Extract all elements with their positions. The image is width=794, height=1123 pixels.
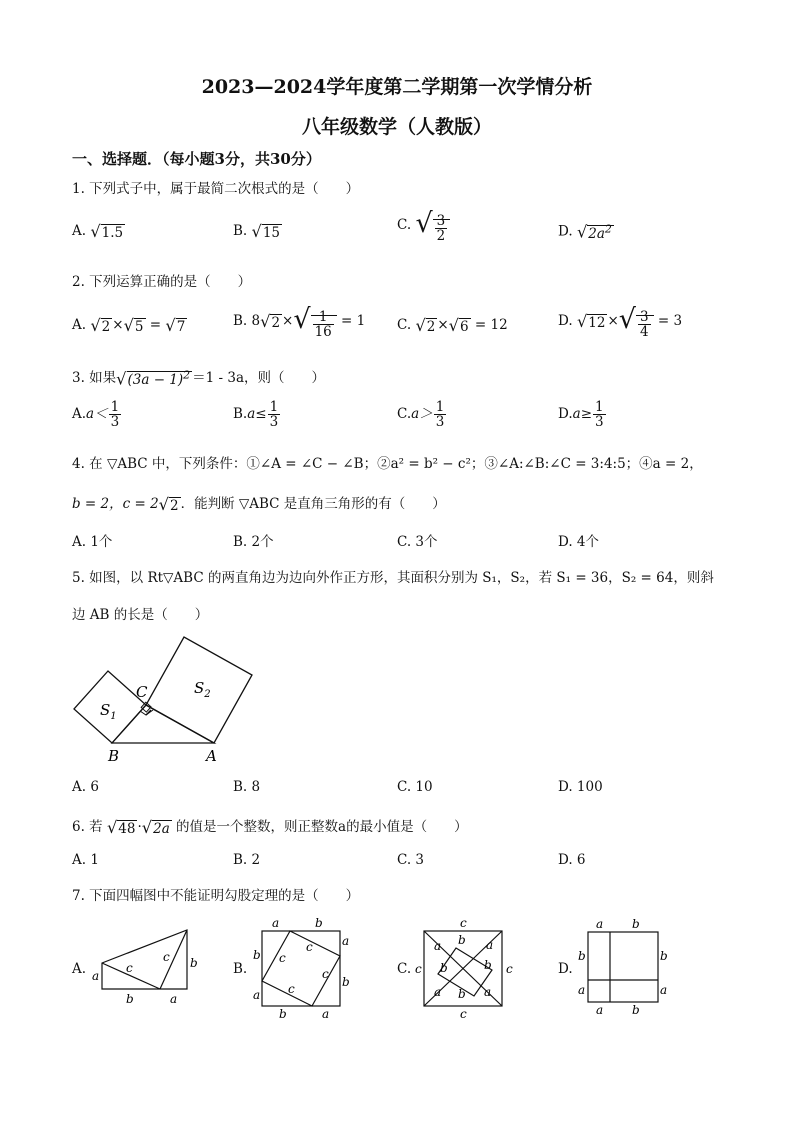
exam-subtitle: 八年级数学（人教版） [301,116,492,138]
q4-option-a[interactable]: A. 1个 [72,534,113,550]
svg-text:a: a [660,983,668,997]
svg-text:b: b [578,949,586,963]
svg-text:b: b [190,956,198,970]
q1-option-b[interactable]: B. √15 [233,222,281,241]
svg-text:a: a [578,983,586,997]
svg-text:b: b [660,949,668,963]
q7-option-c-label[interactable]: C. [397,961,412,977]
svg-text:a: a [434,985,442,999]
q5-option-c[interactable]: C. 10 [397,779,433,795]
label-s2: $S_2$ [194,679,211,700]
svg-text:b: b [126,992,134,1006]
svg-text:c: c [288,982,295,996]
svg-text:a: a [486,938,494,952]
q7-stem: 7. 下面四幅图中不能证明勾股定理的是（ ） [72,888,360,904]
svg-text:c: c [415,962,422,976]
q7-figure-b [250,914,355,1022]
label-a: A [206,747,217,765]
svg-text:b: b [458,987,466,1001]
q7-option-a-label[interactable]: A. [72,961,87,977]
q7-option-b-label[interactable]: B. [233,961,248,977]
svg-text:a: a [92,969,100,983]
q3-option-b[interactable]: B.a≤ $\frac{1}{3}$ [233,399,279,431]
svg-text:c: c [506,962,513,976]
q7-figure-c [410,914,522,1022]
q5-option-a[interactable]: A. 6 [72,779,99,795]
svg-text:a: a [596,1003,604,1017]
svg-text:c: c [460,1007,467,1021]
q4-option-c[interactable]: C. 3个 [397,534,438,550]
label-c: C [136,683,148,701]
svg-text:b: b [342,975,350,989]
exam-title: 2023—2024学年度第二学期第一次学情分析 [201,76,593,98]
q1-option-a[interactable]: A. √1.5 [72,222,124,241]
svg-text:b: b [484,958,492,972]
q3-option-d[interactable]: D.a≥ $\frac{1}{3}$ [558,399,604,431]
svg-text:b: b [279,1007,287,1021]
svg-text:a: a [322,1007,330,1021]
q5-line1: 5. 如图，以 Rt▽ABC 的两直角边为边向外作正方形，其面积分别为 S₁，S₂，若 S₁ = 36，S₂ = 64，则斜 [72,570,714,586]
q5-figure [60,625,300,770]
q6-option-d[interactable]: D. 6 [558,852,586,868]
q4-line2: b = 2，c = 2√2 ．能判断 ▽ABC 是直角三角形的有（ ） [72,495,446,514]
svg-text:a: a [596,917,604,931]
svg-text:b: b [440,961,448,975]
svg-text:c: c [163,950,170,964]
svg-text:b: b [632,1003,640,1017]
svg-text:c: c [322,967,329,981]
svg-text:b: b [458,933,466,947]
q3-option-c[interactable]: C.a＞ $\frac{1}{3}$ [397,399,445,431]
q5-option-d[interactable]: D. 100 [558,779,603,795]
q7-figure-a [88,925,208,1010]
svg-text:a: a [342,934,350,948]
svg-text:a: a [484,985,492,999]
svg-text:b: b [632,917,640,931]
q4-option-d[interactable]: D. 4个 [558,534,600,550]
svg-text:a: a [253,988,261,1002]
q6-stem: 6. 若 √48 ·√2a 的值是一个整数，则正整数a的最小值是（ ） [72,818,468,837]
q5-option-b[interactable]: B. 8 [233,779,261,795]
svg-text:a: a [434,939,442,953]
svg-text:b: b [253,948,261,962]
sqrt-sign: √1.5 [90,222,124,241]
svg-text:c: c [306,940,313,954]
q2-option-d[interactable]: D. √12 ×√ $\frac{3}{4}$ = 3 [558,304,683,340]
q1-stem: 1. 下列式子中，属于最简二次根式的是（ ） [72,181,360,197]
q3-stem: 3. 如果$√(3a - 1)^2 =1 - 3a$，则（ ） [72,368,326,389]
q2-stem: 2. 下列运算正确的是（ ） [72,274,252,290]
q7-option-d-label[interactable]: D. [558,961,573,977]
section-heading: 一、选择题．（每小题3分，共30分） [72,150,321,168]
sqrt-sign: $√2a^2$ [576,222,612,242]
sqrt-sign: √15 [251,222,281,241]
label-b: B [108,747,120,765]
q5-line2: 边 AB 的长是（ ） [72,607,209,623]
q7-figure-d [574,914,679,1022]
svg-text:c: c [279,951,286,965]
svg-text:a: a [170,992,178,1006]
label-s1: $S_1$ [100,701,117,722]
q2-option-a[interactable]: A. √2 ×√5 = √7 [72,316,186,335]
q6-option-a[interactable]: A. 1 [72,852,99,868]
svg-text:a: a [272,916,280,930]
q1-option-c[interactable]: C. √ $\frac{3}{2}$ [397,208,450,243]
q2-option-b[interactable]: B. 8√2 ×√ $\frac{1}{16}$ = 1 [233,304,366,340]
svg-text:b: b [315,916,323,930]
q6-option-b[interactable]: B. 2 [233,852,261,868]
q1-option-d[interactable]: D. $√2a^2$ [558,222,612,242]
q3-option-a[interactable]: A.a＜ $\frac{1}{3}$ [72,399,120,431]
triangle-abc [112,705,214,743]
q4-line1: 4. 在 ▽ABC 中，下列条件：①∠A = ∠C − ∠B；②a² = b² − c²；③∠A:∠B:∠C = 3:4:5；④a = 2， [72,456,703,472]
q2-option-c[interactable]: C. √2 ×√6 = 12 [397,316,508,335]
svg-text:c: c [126,961,133,975]
svg-text:c: c [460,916,467,930]
q4-option-b[interactable]: B. 2个 [233,534,274,550]
sqrt-sign: √ $\frac{3}{2}$ [415,208,450,243]
q6-option-c[interactable]: C. 3 [397,852,425,868]
